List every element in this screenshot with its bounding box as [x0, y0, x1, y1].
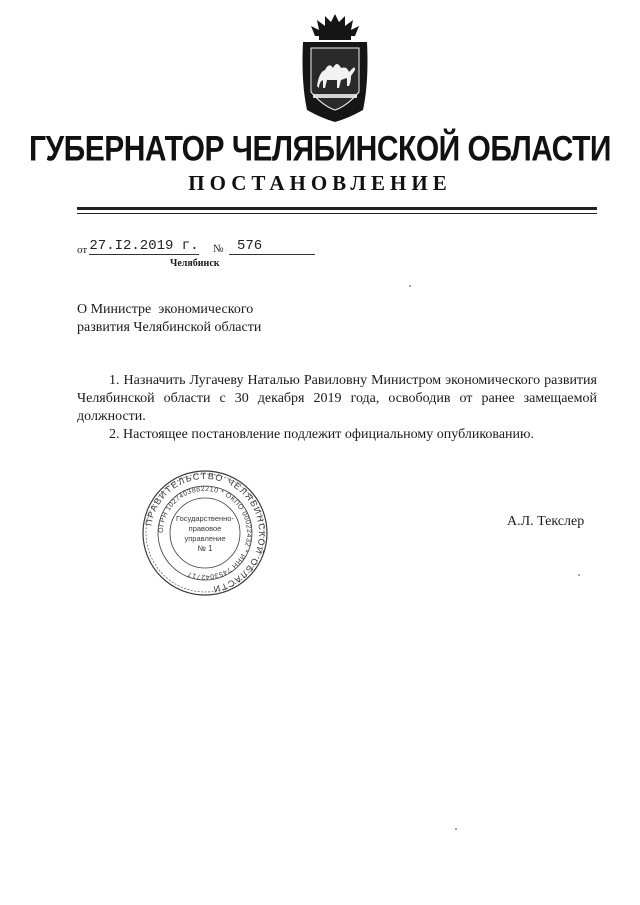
official-stamp	[140, 468, 270, 598]
body-paragraph-1: 1. Назначить Лугачеву Наталью Равиловну Министром экономического развития Челябинской области с 30 декабря 2019 года, освободив от ранее замещаемой должности.	[77, 373, 597, 424]
stamp-inner-line-1: Государственно-	[176, 514, 234, 523]
date-prefix-label: от	[77, 244, 88, 256]
body-paragraph-2: 2. Настоящее постановление подлежит официальному опубликованию.	[109, 427, 534, 442]
number-label: №	[213, 243, 224, 255]
document-body	[77, 372, 597, 444]
subject-line-2: развития Челябинской области	[77, 320, 262, 335]
header-rule-thin	[77, 213, 597, 214]
subject-line-1: О Министре экономического	[77, 302, 254, 317]
scan-speck	[409, 285, 411, 287]
city-label: Челябинск	[170, 258, 220, 269]
signer-name: А.Л. Текслер	[507, 514, 585, 529]
stamp-outer-text: ПРАВИТЕЛЬСТВО ЧЕЛЯБИНСКОЙ ОБЛАСТИ	[143, 470, 268, 595]
coat-of-arms-emblem	[295, 12, 375, 124]
scan-speck	[578, 574, 580, 576]
stamp-ring-numbers: ОГРН 1027403882210 * ОКПО 00022432 * ИНН 7453042717	[157, 485, 253, 581]
document-type: ПОСТАНОВЛЕНИЕ	[188, 171, 452, 195]
stamp-inner-line-2: правовое	[188, 524, 222, 533]
stamp-inner-line-4: № 1	[197, 544, 213, 553]
header-rule-thick	[77, 207, 597, 210]
scan-speck	[455, 828, 457, 830]
document-date: 27.I2.2019 г.	[89, 238, 199, 254]
document-title: ГУБЕРНАТОР ЧЕЛЯБИНСКОЙ ОБЛАСТИ	[29, 130, 611, 169]
document-number: 576	[229, 238, 315, 255]
document-subject	[77, 301, 337, 337]
stamp-inner-line-3: управление	[184, 534, 226, 543]
